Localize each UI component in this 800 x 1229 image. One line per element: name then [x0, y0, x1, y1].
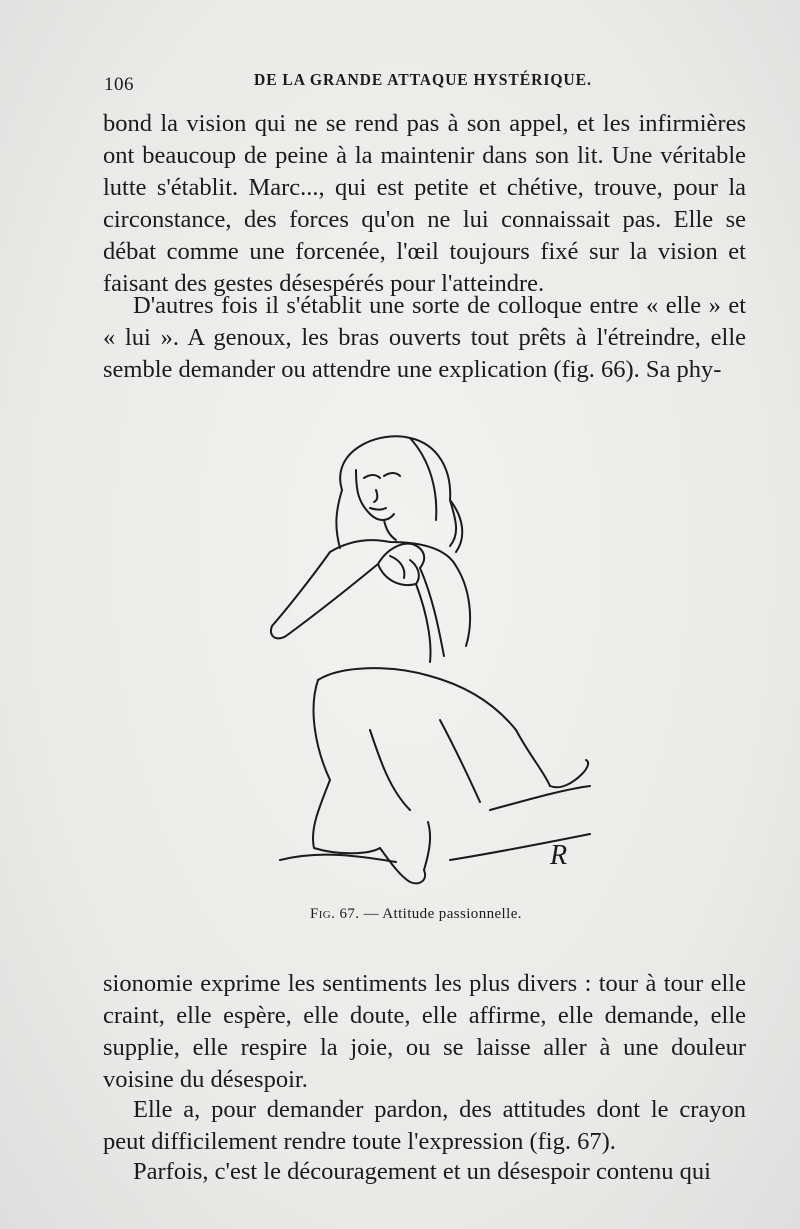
- paragraph-1: bond la vision qui ne se rend pas à son appel, et les infirmières ont beaucoup de peine à la maintenir dans son lit. Une véritable lutte s'établit. Marc..., qui est petite et chétive, trouve, pour la circonstance, des forces qu'on ne lui connaissait pas. Elle se débat comme une forcenée, l'œil toujours fixé sur la vision et faisant des gestes désespérés pour l'atteindre.: [103, 110, 746, 297]
- figure-title: — Attitude passionnelle.: [363, 906, 522, 922]
- paragraph-2: D'autres fois il s'établit une sorte de colloque entre « elle » et « lui ». A genoux, les bras ouverts tout prêts à l'étreindre, elle semble demander ou attendre une explication (fig. 66). Sa phy-: [103, 292, 746, 383]
- figure-label: Fig. 67.: [310, 906, 360, 922]
- paragraph-3: sionomie exprime les sentiments les plus divers : tour à tour elle craint, elle espère, elle doute, elle affirme, elle demande, elle supplie, elle respire la joie, ou se laisse aller à une douleur voisine du désespoir.: [103, 970, 746, 1093]
- figure-illustration: [260, 430, 600, 900]
- figure-caption: [310, 906, 522, 923]
- kneeling-woman-clasped-hands-illustration: [260, 430, 600, 900]
- artist-signature: R: [550, 840, 568, 871]
- page-number: 106: [104, 74, 134, 95]
- running-head: DE LA GRANDE ATTAQUE HYSTÉRIQUE.: [254, 70, 592, 89]
- page-header: [104, 70, 744, 96]
- paragraph-5: Parfois, c'est le découragement et un désespoir contenu qui: [133, 1158, 711, 1185]
- paragraph-4: Elle a, pour demander pardon, des attitudes dont le crayon peut difficilement rendre toute l'expression (fig. 67).: [103, 1096, 746, 1155]
